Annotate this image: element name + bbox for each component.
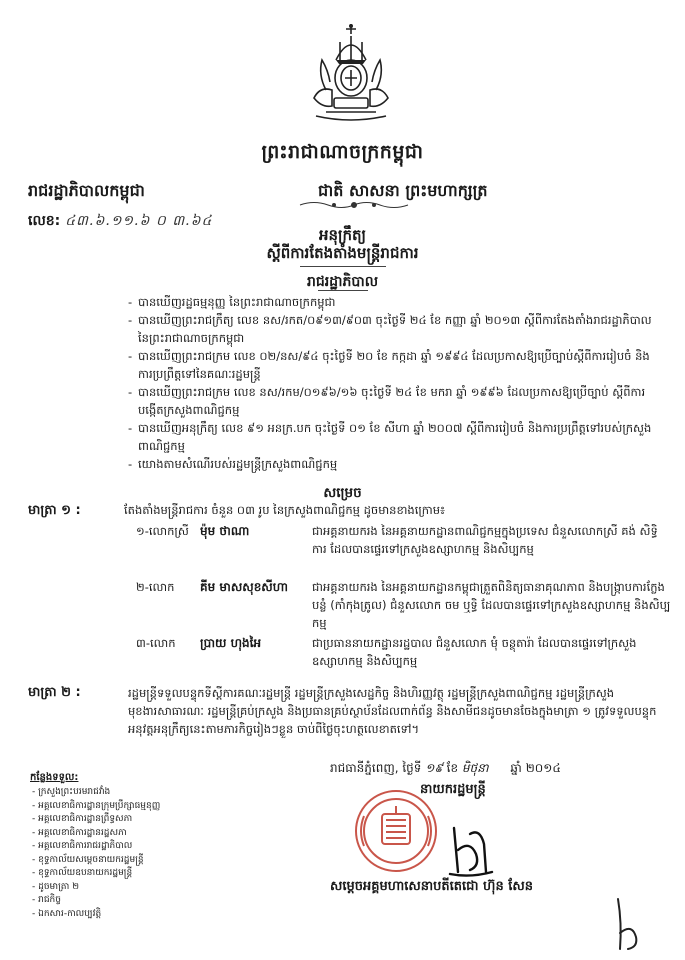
recipient-item: - អគ្គលេខាធិការរាជរដ្ឋាភិបាល	[32, 841, 133, 851]
article-1-label: មាត្រា ១ :	[28, 503, 81, 518]
article-1-text: តែងតាំងមន្ត្រីរាជការ ចំនួន ០៣ រូប នៃក្រសួងពាណិជ្ជកម្ម ដូចមានខាងក្រោម៖	[124, 503, 446, 517]
handwritten-signature	[440, 820, 510, 880]
government-heading: រាជរដ្ឋាភិបាលកម្ពុជា	[28, 181, 145, 200]
margin-initials-mark	[610, 893, 660, 953]
dateline-day: ១៩	[425, 761, 443, 775]
issuer-divider	[318, 290, 368, 291]
recipient-item: - ខុទ្ទកាល័យសម្តេចនាយករដ្ឋមន្ត្រី	[32, 854, 144, 865]
motto-ornament	[294, 198, 414, 212]
recipient-item: - ខុទ្ទកាល័យឧបនាយករដ្ឋមន្ត្រី	[32, 868, 133, 878]
subject-divider	[300, 266, 386, 267]
dateline-year: ២០១៤	[525, 761, 561, 775]
recipient-item: - ក្រសួងព្រះបរមរាជវាំង	[32, 787, 111, 797]
appointee-3-description: ជាប្រធាននាយកដ្ឋានរដ្ឋបាល ជំនួសលោក មុំ ចន្ថុតារ៉ា ដែលបានផ្ទេរទៅក្រសួងឧស្សាហកម្ម និងសិប្បកម្ម	[312, 636, 637, 668]
decision-heading: សម្រេច	[323, 485, 362, 501]
issuer-heading: រាជរដ្ឋាភិបាល	[306, 274, 379, 290]
recipient-item: - ដូចមាត្រា ២	[32, 881, 80, 892]
appointee-2-label: ២-លោក	[136, 580, 175, 594]
appointee-3-label: ៣-លោក	[136, 636, 176, 650]
dateline	[330, 760, 561, 778]
recipients-heading: កន្លែងទទួល:	[30, 772, 79, 783]
recipient-item: - រាជកិច្ច	[32, 895, 61, 905]
dateline-month: មិថុនា	[461, 761, 489, 775]
consideration-item: - បានឃើញព្រះរាជក្រឹត្យ លេខ នស/រកត/០៩១៣/៩០៣ ចុះថ្ងៃទី ២៤ ខែ កញ្ញា ឆ្នាំ ២០១៣ ស្តីពីការតែងតាំងរាជរដ្ឋាភិបាល នៃព្រះរាជាណាចក្រកម្ពុជា	[128, 311, 664, 347]
recipient-item: - ឯកសារ-កាលប្បវត្តិ	[32, 908, 102, 919]
recipient-item: - អគ្គលេខាធិការដ្ឋានព្រឹទ្ធសភា	[32, 814, 133, 824]
signatory-title: នាយករដ្ឋមន្ត្រី	[420, 782, 486, 797]
kingdom-heading: ព្រះរាជាណាចក្រកម្ពុជា	[261, 141, 424, 163]
appointee-2-description: ជាអគ្គនាយករង នៃអគ្គនាយកដ្ឋានកម្ពុជាត្រួតពិនិត្យធានាគុណភាព និងបង្ក្រាបការក្លែងបន្លំ (កាំកុងត្រូល) ជំនួសលោក ចម ឬទ្ធិ ដែលបានផ្ទេរទៅក្រសួងឧស្សាហកម្ម និងសិប្បកម្ម	[312, 580, 671, 630]
appointee-3-name: ប្រាយ ហុងអៃ	[200, 636, 262, 650]
consideration-item: - បានឃើញអនុក្រឹត្យ លេខ ៩១ អនក្រ.បក ចុះថ្ងៃទី ០១ ខែ សីហា ឆ្នាំ ២០០៧ ស្តីពីការរៀបចំ និងការប្រព្រឹត្តទៅរបស់ក្រសួងពាណិជ្ជកម្ម	[128, 419, 664, 455]
recipient-item: - អគ្គលេខាធិការដ្ឋានរដ្ឋសភា	[32, 827, 127, 838]
national-motto: ជាតិ សាសនា ព្រះមហាក្សត្រ	[318, 181, 488, 200]
consideration-item: - បានឃើញព្រះរាជក្រម លេខ នស/រកម/០១៩៦/១៦ ចុះថ្ងៃទី ២៤ ខែ មករា ឆ្នាំ ១៩៩៦ ដែលប្រកាសឱ្យប្រើច្បាប់ ស្តីពីការបង្កើតក្រសួងពាណិជ្ជកម្ម	[128, 383, 664, 419]
consideration-item: - បានឃើញរដ្ឋធម្មនុញ្ញ នៃព្រះរាជាណាចក្រកម្ពុជា	[128, 293, 664, 311]
appointee-1-label: ១-លោកស្រី	[136, 524, 189, 538]
appointee-1-description: ជាអគ្គនាយករង នៃអគ្គនាយកដ្ឋានពាណិជ្ជកម្មក្នុងប្រទេស ជំនួសលោកស្រី គង់ សិទ្ធិការ ដែលបានផ្ទេរទៅក្រសួងឧស្សាហកម្ម និងសិប្បកម្ម	[312, 524, 658, 556]
reference-label: លេខ:	[28, 213, 61, 229]
reference-handwritten-number: ៤៣.៦.១១.៦ ០ ៣.៦៤	[65, 213, 213, 229]
document-subject: ស្តីពីការតែងតាំងមន្ត្រីរាជការ	[266, 244, 419, 262]
dateline-month-label: ខែ	[446, 761, 459, 775]
consideration-item: - យោងតាមសំណើរបស់រដ្ឋមន្ត្រីក្រសួងពាណិជ្ជកម្ម	[128, 455, 664, 473]
article-2-label: មាត្រា ២ :	[28, 685, 81, 700]
article-2-text	[124, 684, 664, 738]
dateline-place: រាជធានីភ្នំពេញ, ថ្ងៃទី	[330, 761, 422, 775]
appointee-1-name: ម៉ុម ថាណា	[200, 524, 250, 538]
appointee-2-name: គីម មាសសុខសីហា	[200, 580, 288, 594]
recipient-item: - អគ្គលេខាធិការដ្ឋានក្រុមប្រឹក្សាធម្មនុញ្ញ	[32, 800, 161, 811]
document-type: អនុក្រឹត្យ	[318, 226, 367, 244]
article-2-body: រដ្ឋមន្ត្រីទទួលបន្ទុកទីស្តីការគណៈរដ្ឋមន្ត្រី រដ្ឋមន្ត្រីក្រសួងសេដ្ឋកិច្ច និងហិរញ្ញវត្ថុ រដ្ឋមន្ត្រីក្រសួងពាណិជ្ជកម្ម រដ្ឋមន្ត្រីក្រសួងមុខងារសាធារណៈ រដ្ឋមន្ត្រីគ្រប់ក្រសួង និងប្រធានគ្រប់ស្ថាប័នដែលពាក់ព័ន្ធ និងសាមីជនដូចមានចែងក្នុងមាត្រា ១ ត្រូវទទួលបន្ទុកអនុវត្តអនុក្រឹត្យនេះតាមភារកិច្ចរៀងៗខ្លួន ចាប់ពីថ្ងៃចុះហត្ថលេខាតទៅ។	[128, 686, 657, 736]
signatory-name: សម្តេចអគ្គមហាសេនាបតីតេជោ ហ៊ុន សែន	[330, 879, 533, 894]
recipients-list	[30, 786, 240, 921]
considerations-list	[128, 293, 664, 473]
consideration-item: - បានឃើញព្រះរាជក្រម លេខ ០២/នស/៩៤ ចុះថ្ងៃទី ២០ ខែ កក្កដា ឆ្នាំ ១៩៩៤ ដែលប្រកាសឱ្យប្រើច្បាប់ស្តីពីការរៀបចំ និងការប្រព្រឹត្តទៅនៃគណៈរដ្ឋមន្ត្រី	[128, 347, 664, 383]
dateline-year-label: ឆ្នាំ	[510, 761, 522, 775]
royal-coat-of-arms-emblem	[296, 20, 406, 132]
